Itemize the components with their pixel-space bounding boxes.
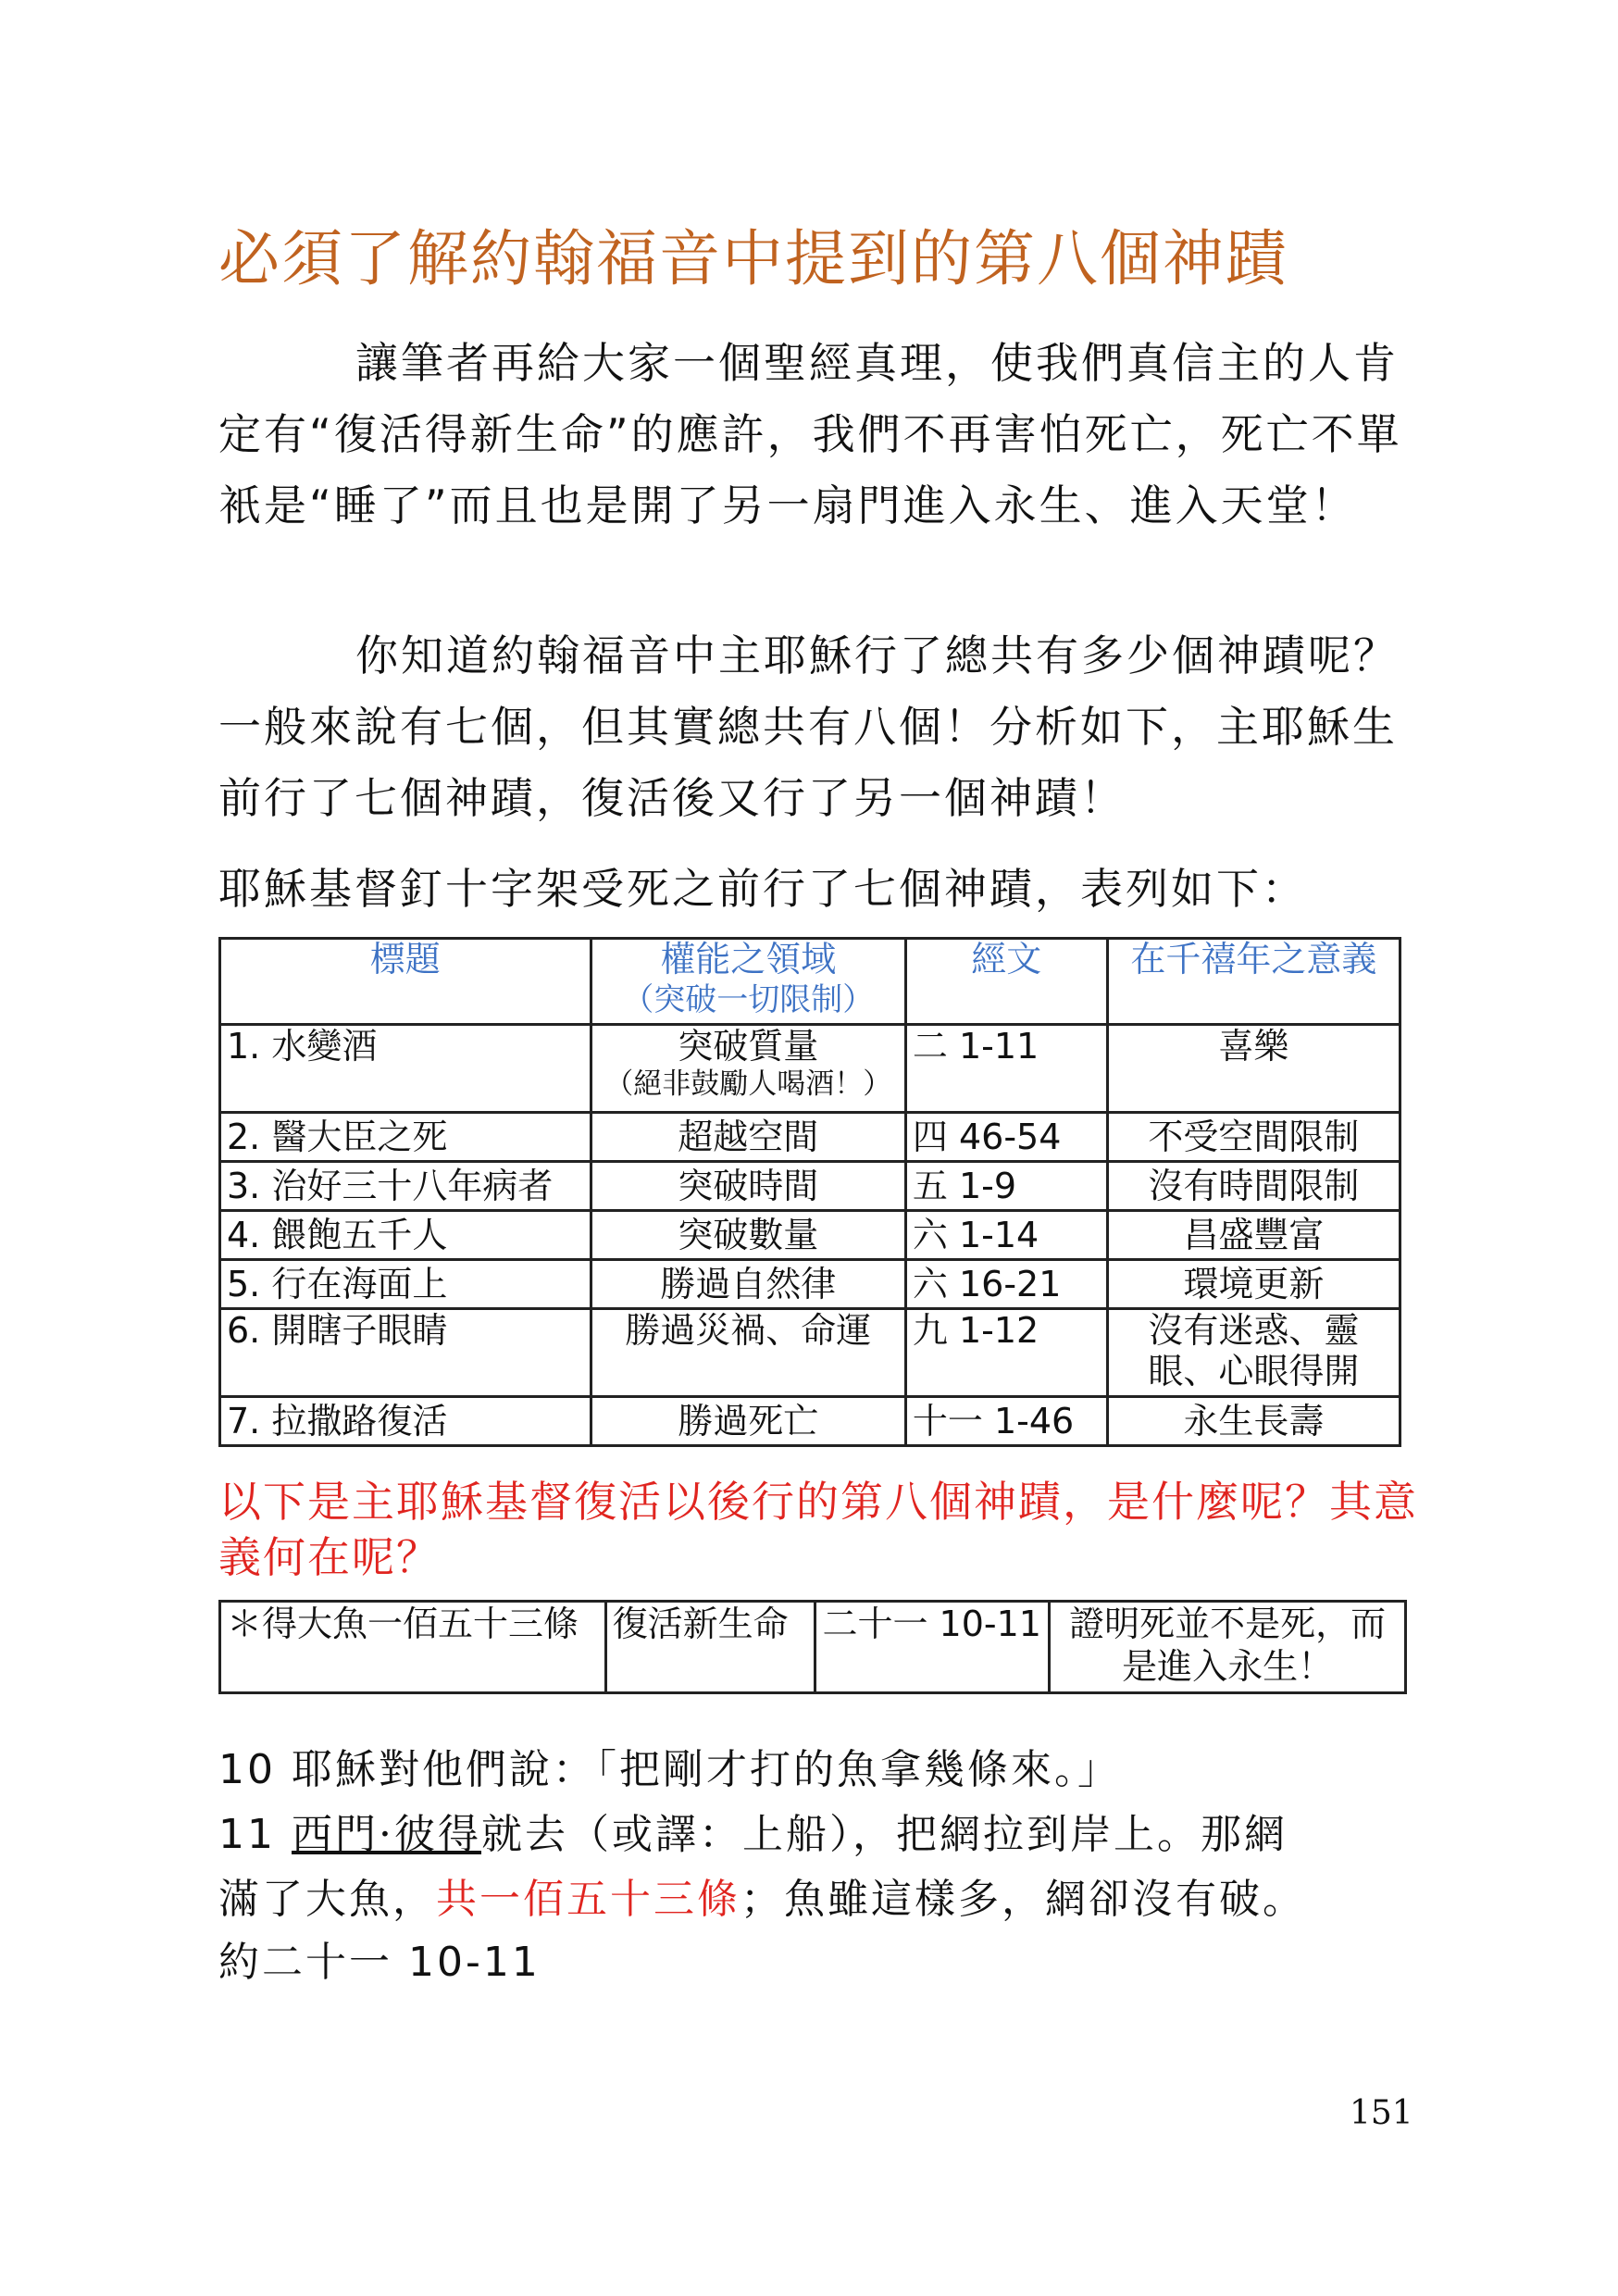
row-domain: 突破時間 xyxy=(591,1162,905,1211)
row-domain-note: （絕非鼓勵人喝酒！） xyxy=(604,1067,892,1101)
row-title: 4. 餵飽五千人 xyxy=(220,1211,591,1260)
eighth-meaning: 證明死並不是死，而是進入永生！ xyxy=(1050,1602,1406,1693)
table-header-row xyxy=(220,939,1400,1025)
scripture-reference: 約二十一 10-11 xyxy=(218,1939,541,1986)
table-row xyxy=(220,1025,1400,1113)
row-meaning: 不受空間限制 xyxy=(1107,1113,1400,1162)
paragraph-1 xyxy=(218,328,1413,542)
header-title: 標題 xyxy=(220,939,591,1025)
header-domain-sub: （突破一切限制） xyxy=(622,981,875,1018)
row-title: 3. 治好三十八年病者 xyxy=(220,1162,591,1211)
verse-11-line-2 xyxy=(218,1868,1422,1931)
row-title: 2. 醫大臣之死 xyxy=(220,1113,591,1162)
paragraph-2-text: 你知道約翰福音中主耶穌行了總共有多少個神蹟呢？一般來說有七個，但其實總共有八個！分析如下，主耶穌生前行了七個神蹟，復活後又行了另一個神蹟！ xyxy=(218,630,1399,823)
header-meaning: 在千禧年之意義 xyxy=(1107,939,1400,1025)
row-domain: 勝過死亡 xyxy=(591,1397,905,1446)
row-meaning: 沒有迷惑、靈眼、心眼得開 xyxy=(1107,1309,1400,1397)
verse-11-highlight: 共一佰五十三條 xyxy=(436,1876,741,1923)
row-ref: 六 16-21 xyxy=(905,1260,1107,1309)
row-domain: 超越空間 xyxy=(591,1113,905,1162)
table-row xyxy=(220,1211,1400,1260)
eighth-title: ＊得大魚一佰五十三條 xyxy=(220,1602,606,1693)
row-title: 7. 拉撒路復活 xyxy=(220,1397,591,1446)
row-domain: 勝過災禍、命運 xyxy=(591,1309,905,1397)
verse-11-name: 西門·彼得 xyxy=(292,1811,481,1858)
page-number: 151 xyxy=(1350,2094,1413,2132)
header-scripture: 經文 xyxy=(905,939,1107,1025)
row-ref: 十一 1-46 xyxy=(905,1397,1107,1446)
verse-11-text-b-pre: 滿了大魚， xyxy=(218,1876,436,1923)
header-domain xyxy=(591,939,905,1025)
verse-10 xyxy=(218,1739,1422,1802)
paragraph-1-text: 讓筆者再給大家一個聖經真理，使我們真信主的人肯定有“復活得新生命”的應許，我們不再害怕死亡，死亡不單衹是“睡了”而且也是開了另一扇門進入永生、進入天堂！ xyxy=(218,338,1402,530)
verse-10-text: 耶穌對他們說：「把剛才打的魚拿幾條來。」 xyxy=(292,1746,1121,1793)
row-domain: 突破數量 xyxy=(591,1211,905,1260)
verse-11-text-b-post: ；魚雖這樣多，網卻沒有破。 xyxy=(741,1876,1306,1923)
row-meaning: 昌盛豐富 xyxy=(1107,1211,1400,1260)
row-domain-main: 突破質量 xyxy=(678,1026,819,1067)
row-title: 1. 水變酒 xyxy=(220,1025,591,1113)
row-ref: 四 46-54 xyxy=(905,1113,1107,1162)
eighth-miracle-question: 以下是主耶穌基督復活以後行的第八個神蹟，是什麼呢？其意義何在呢？ xyxy=(218,1477,1418,1582)
row-domain: 勝過自然律 xyxy=(591,1260,905,1309)
row-ref: 二 1-11 xyxy=(905,1025,1107,1113)
verse-11-number: 11 xyxy=(218,1811,276,1858)
page-title: 必須了解約翰福音中提到的第八個神蹟 xyxy=(218,223,1288,294)
eighth-domain: 復活新生命 xyxy=(605,1602,815,1693)
row-meaning: 永生長壽 xyxy=(1107,1397,1400,1446)
table-intro: 耶穌基督釘十字架受死之前行了七個神蹟，表列如下： xyxy=(218,864,1307,914)
table-row xyxy=(220,1162,1400,1211)
eighth-miracle-table xyxy=(218,1600,1407,1694)
table-row xyxy=(220,1397,1400,1446)
table-row xyxy=(220,1602,1406,1693)
row-meaning: 環境更新 xyxy=(1107,1260,1400,1309)
row-domain xyxy=(591,1025,905,1113)
header-domain-main: 權能之領域 xyxy=(660,939,837,980)
verse-10-number: 10 xyxy=(218,1746,276,1793)
miracles-table xyxy=(218,937,1401,1447)
verse-11-line-1 xyxy=(218,1803,1422,1866)
row-ref: 九 1-12 xyxy=(905,1309,1107,1397)
row-ref: 六 1-14 xyxy=(905,1211,1107,1260)
row-meaning: 沒有時間限制 xyxy=(1107,1162,1400,1211)
verse-11-text-a: 就去（或譯：上船），把網拉到岸上。那網 xyxy=(481,1811,1288,1858)
row-ref: 五 1-9 xyxy=(905,1162,1107,1211)
row-meaning: 喜樂 xyxy=(1107,1025,1400,1113)
table-row xyxy=(220,1113,1400,1162)
table-row xyxy=(220,1260,1400,1309)
table-row xyxy=(220,1309,1400,1397)
row-title: 6. 開瞎子眼睛 xyxy=(220,1309,591,1397)
eighth-ref: 二十一 10-11 xyxy=(815,1602,1050,1693)
paragraph-2 xyxy=(218,620,1413,834)
row-title: 5. 行在海面上 xyxy=(220,1260,591,1309)
